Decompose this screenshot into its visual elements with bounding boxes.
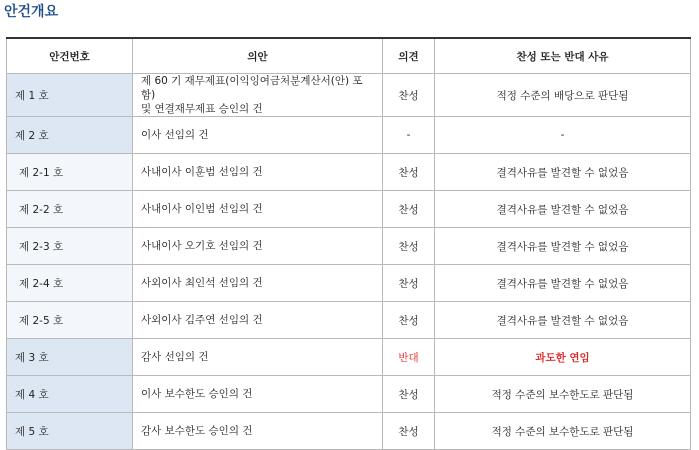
agenda-title: 이사 보수한도 승인의 건 <box>133 376 383 413</box>
agenda-table <box>6 37 691 450</box>
agenda-number: 제 2-3 호 <box>7 228 133 265</box>
opinion: 찬성 <box>383 265 435 302</box>
agenda-number: 제 1 호 <box>7 74 133 117</box>
reason-against: 과도한 연임 <box>435 339 691 376</box>
table-header-row <box>7 38 691 74</box>
opinion: 찬성 <box>383 302 435 339</box>
opinion: - <box>383 117 435 154</box>
opinion: 찬성 <box>383 228 435 265</box>
section-title: 안건개요 <box>4 4 59 20</box>
column-header-no: 안건번호 <box>7 38 133 74</box>
agenda-number: 제 2-1 호 <box>7 154 133 191</box>
table-row <box>7 74 691 117</box>
reason: 결격사유를 발견할 수 없었음 <box>435 228 691 265</box>
table-row <box>7 339 691 376</box>
agenda-title: 사외이사 김주연 선임의 건 <box>133 302 383 339</box>
reason: 결격사유를 발견할 수 없었음 <box>435 302 691 339</box>
agenda-number: 제 2 호 <box>7 117 133 154</box>
opinion: 찬성 <box>383 154 435 191</box>
agenda-title-line: 제 60 기 재무제표(이익잉여금처분계산서(안) 포함) <box>141 75 363 101</box>
opinion-against: 반대 <box>383 339 435 376</box>
column-header-title: 의안 <box>133 38 383 74</box>
reason: 결격사유를 발견할 수 없었음 <box>435 154 691 191</box>
table-row <box>7 265 691 302</box>
agenda-number: 제 2-5 호 <box>7 302 133 339</box>
table-row <box>7 302 691 339</box>
agenda-title: 이사 선임의 건 <box>133 117 383 154</box>
opinion: 찬성 <box>383 74 435 117</box>
table-row <box>7 228 691 265</box>
reason: - <box>435 117 691 154</box>
table-row <box>7 376 691 413</box>
column-header-opinion: 의견 <box>383 38 435 74</box>
reason: 적정 수준의 보수한도로 판단됨 <box>435 413 691 450</box>
table-row <box>7 154 691 191</box>
opinion: 찬성 <box>383 413 435 450</box>
agenda-title: 사내이사 이훈범 선임의 건 <box>133 154 383 191</box>
agenda-title: 사외이사 최인석 선임의 건 <box>133 265 383 302</box>
reason: 적정 수준의 배당으로 판단됨 <box>435 74 691 117</box>
agenda-title: 사내이사 오기호 선임의 건 <box>133 228 383 265</box>
agenda-title: 사내이사 이인범 선임의 건 <box>133 191 383 228</box>
agenda-title-line: 및 연결재무제표 승인의 건 <box>141 103 263 115</box>
agenda-number: 제 2-2 호 <box>7 191 133 228</box>
agenda-number: 제 5 호 <box>7 413 133 450</box>
agenda-number: 제 2-4 호 <box>7 265 133 302</box>
table-row <box>7 413 691 450</box>
opinion: 찬성 <box>383 376 435 413</box>
reason: 결격사유를 발견할 수 없었음 <box>435 191 691 228</box>
agenda-title: 감사 보수한도 승인의 건 <box>133 413 383 450</box>
reason: 결격사유를 발견할 수 없었음 <box>435 265 691 302</box>
reason: 적정 수준의 보수한도로 판단됨 <box>435 376 691 413</box>
agenda-number: 제 3 호 <box>7 339 133 376</box>
agenda-title <box>133 74 383 117</box>
table-row <box>7 191 691 228</box>
agenda-number: 제 4 호 <box>7 376 133 413</box>
opinion: 찬성 <box>383 191 435 228</box>
column-header-reason: 찬성 또는 반대 사유 <box>435 38 691 74</box>
agenda-title: 감사 선임의 건 <box>133 339 383 376</box>
table-row <box>7 117 691 154</box>
